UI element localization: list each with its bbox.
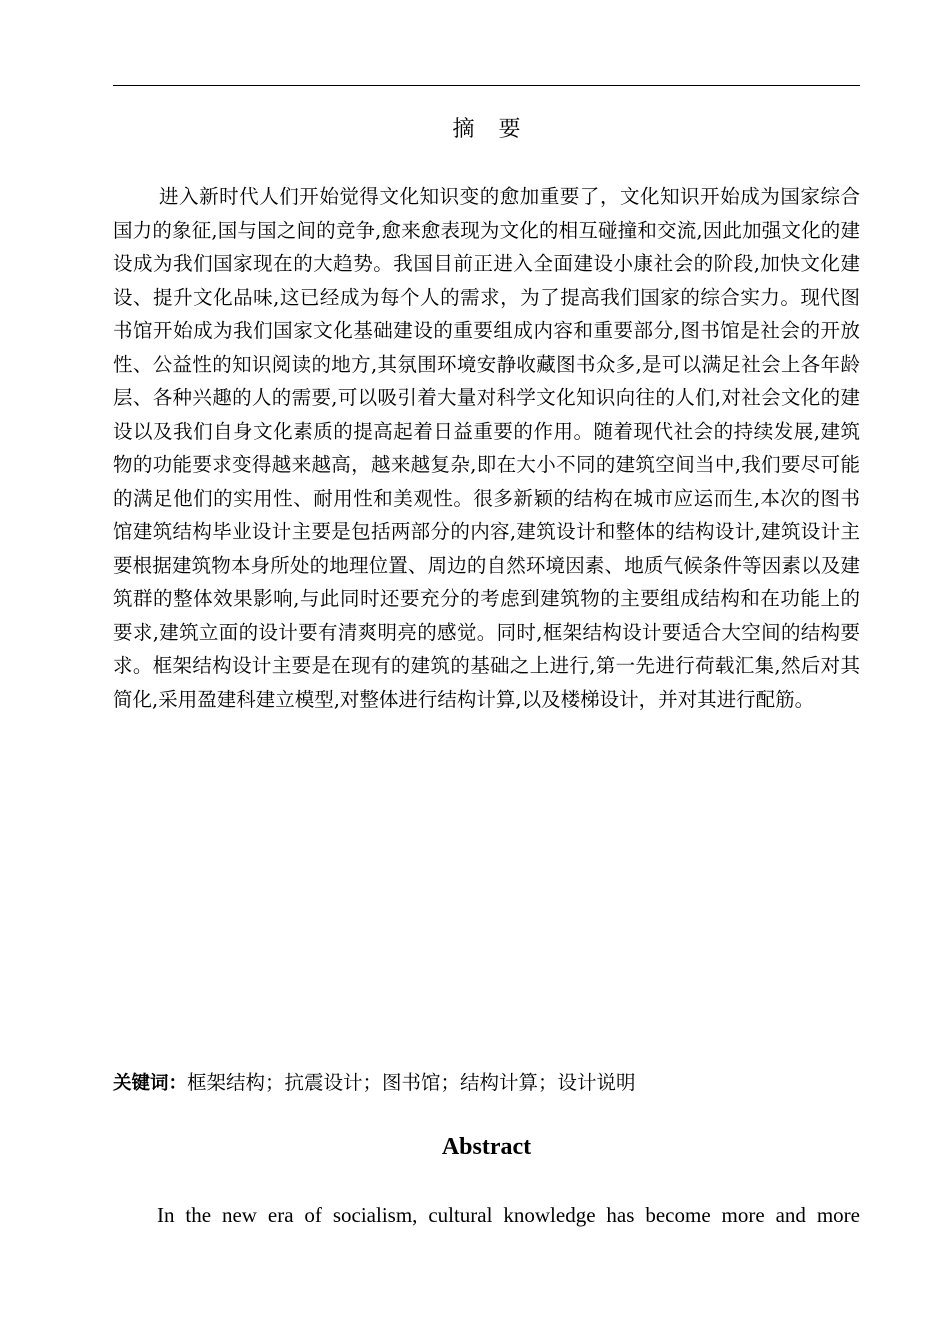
- keywords-label: 关键词：: [113, 1073, 188, 1094]
- keywords-text: 框架结构；抗震设计；图书馆；结构计算；设计说明: [187, 1071, 636, 1094]
- abstract-en-body: In the new era of socialism, cultural knowledge has become more and more: [157, 1203, 860, 1227]
- keywords-line: [113, 1066, 860, 1101]
- abstract-cn-body: 进入新时代人们开始觉得文化知识变的愈加重要了，文化知识开始成为国家综合国力的象征,国与国之间的竞争,愈来愈表现为文化的相互碰撞和交流,因此加强文化的建设成为我们国家现在的大趋势。我国目前正进入全面建设小康社会的阶段,加快文化建设、提升文化品味,这已经成为每个人的需求，为了提高我们国家的综合实力。现代图书馆开始成为我们国家文化基础建设的重要组成内容和重要部分,图书馆是社会的开放性、公益性的知识阅读的地方,其氛围环境安静收藏图书众多,是可以满足社会上各年龄层、各种兴趣的人的需要,可以吸引着大量对科学文化知识向往的人们,对社会文化的建设以及我们自身文化素质的提高起着日益重要的作用。随着现代社会的持续发展,建筑物的功能要求变得越来越高，越来越复杂,即在大小不同的建筑空间当中,我们要尽可能的满足他们的实用性、耐用性和美观性。很多新颖的结构在城市应运而生,本次的图书馆建筑结构毕业设计主要是包括两部分的内容,建筑设计和整体的结构设计,建筑设计主要根据建筑物本身所处的地理位置、周边的自然环境因素、地质气候条件等因素以及建筑群的整体效果影响,与此同时还要充分的考虑到建筑物的主要组成结构和在功能上的要求,建筑立面的设计要有清爽明亮的感觉。同时,框架结构设计要适合大空间的结构要求。框架结构设计主要是在现有的建筑的基础之上进行,第一先进行荷载汇集,然后对其简化,采用盈建科建立模型,对整体进行结构计算,以及楼梯设计，并对其进行配筋。: [113, 185, 860, 711]
- abstract-cn-title: 摘要: [452, 117, 545, 142]
- header-rule: [113, 85, 860, 86]
- abstract-en-title: Abstract: [441, 1134, 532, 1160]
